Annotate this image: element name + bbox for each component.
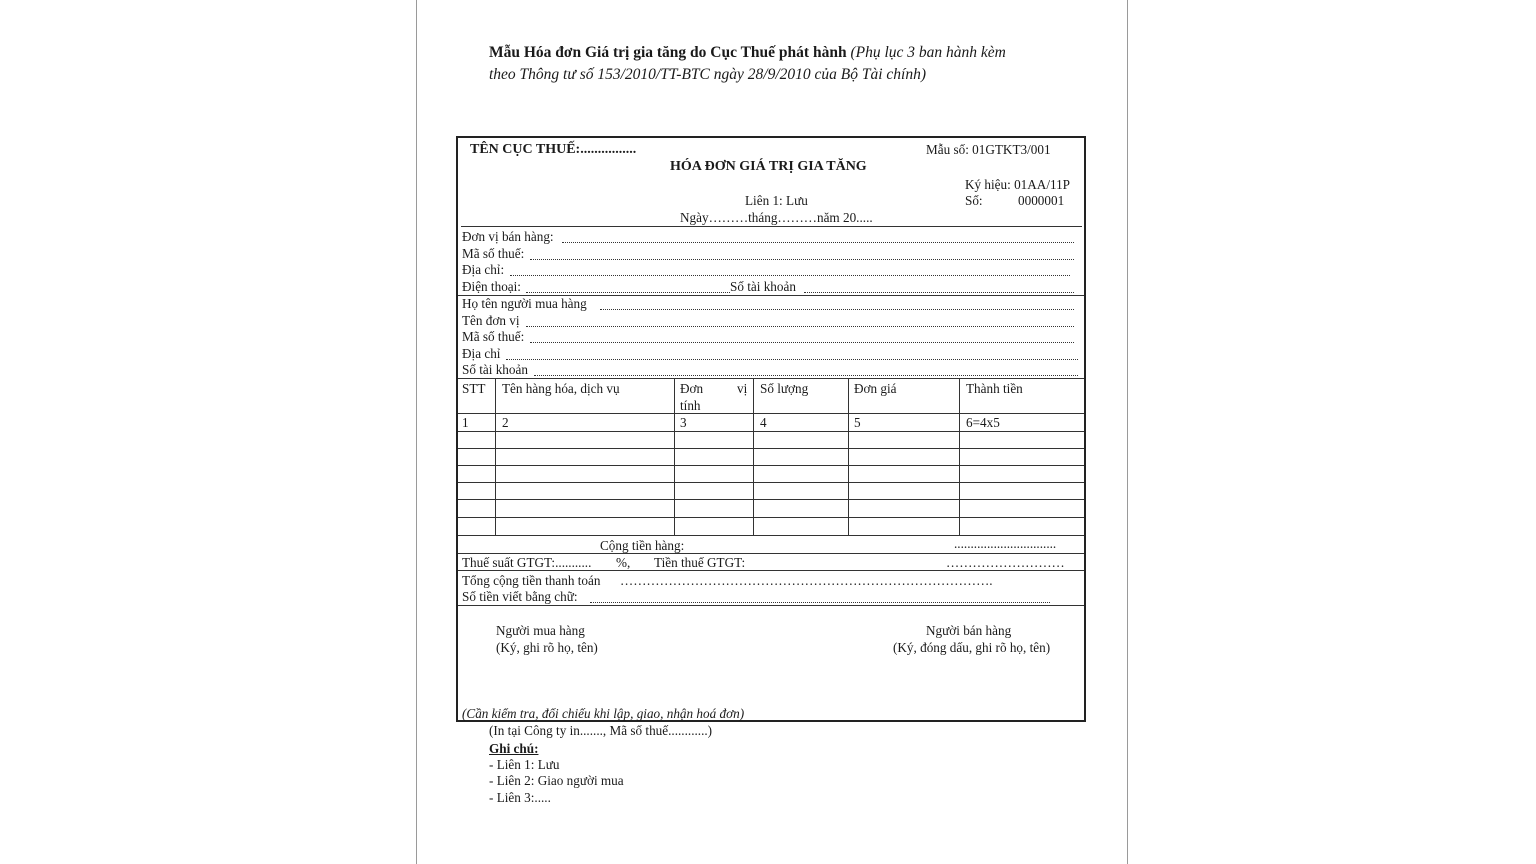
heading-title: Mẫu Hóa đơn Giá trị gia tăng do Cục Thuế phát hành [489,44,847,61]
form-number: Mẫu số: 01GTKT3/001 [926,142,1051,157]
divider-header [461,226,1082,227]
table-row-line [458,465,1084,466]
invoice-number-label: Số: [965,193,983,208]
table-row-line [458,517,1084,518]
heading-ref-1: (Phụ lục 3 ban hành kèm [850,44,1006,61]
agency-label: TÊN CỤC THUẾ:................ [470,142,637,157]
in-words-label: Số tiền viết bằng chữ: [462,589,578,604]
buyer-signature-note: (Ký, ghi rõ họ, tên) [496,640,598,655]
invoice-number: 0000001 [1018,193,1065,208]
buyer-signature-title: Người mua hàng [496,623,585,638]
header-unit-3: tính [680,398,701,413]
seller-unit-dots [562,232,1074,243]
header-unit-2: vị [737,381,748,396]
index-4: 4 [760,415,767,430]
table-row-line [458,482,1084,483]
buyer-tax-label: Mã số thuế: [462,329,525,344]
seller-address-dots [510,265,1070,276]
buyer-account-label: Số tài khoản [462,362,528,377]
index-6: 6=4x5 [966,415,1000,430]
table-top [458,378,1084,379]
divider-totals [458,605,1084,606]
notes-title: Ghi chú: [489,741,539,756]
index-2: 2 [502,415,509,430]
index-3: 3 [680,415,687,430]
header-item: Tên hàng hóa, dịch vụ [502,381,620,396]
note-item: - Liên 1: Lưu [489,757,560,772]
divider-subtotal [458,553,1084,554]
buyer-tax-dots [530,332,1074,343]
printed-by: (In tại Công ty in......., Mã số thuế............) [489,723,713,738]
note-item: - Liên 2: Giao người mua [489,773,624,788]
col-divider [753,378,754,535]
table-row-line [458,431,1084,432]
seller-account-dots [804,282,1074,293]
col-divider [848,378,849,535]
buyer-address-label: Địa chỉ [462,346,501,361]
copy-label: Liên 1: Lưu [745,193,808,208]
header-price: Đơn giá [854,381,897,396]
seller-tax-dots [530,249,1074,260]
note-item: - Liên 3:..... [489,790,551,805]
page-edge-left [416,0,417,864]
seller-unit-label: Đơn vị bán hàng: [462,229,554,244]
seller-phone-dots [526,282,730,293]
vat-percent: %, [616,555,631,570]
subtotal-label: Cộng tiền hàng: [600,538,685,553]
grand-total-dots: …………………………………………………………………………. [620,573,993,588]
col-divider [674,378,675,535]
document-heading [489,42,1089,86]
col-divider [959,378,960,535]
header-unit-1: Đơn [680,381,704,396]
buyer-address-dots [506,349,1078,360]
index-1: 1 [462,415,469,430]
table-header-bottom [458,413,1084,414]
invoice-title: HÓA ĐƠN GIÁ TRỊ GIA TĂNG [670,159,867,174]
seller-account-label: Số tài khoản [730,279,796,294]
seller-signature-note: (Ký, đóng dấu, ghi rõ họ, tên) [893,640,1051,655]
heading-ref-2: theo Thông tư số 153/2010/TT-BTC ngày 28/9/2010 của Bộ Tài chính) [489,66,927,83]
page-edge-right [1127,0,1128,864]
vat-amount-dots: ……………………… [946,555,1065,570]
in-words-dots [590,592,1050,603]
header-amount: Thành tiền [966,381,1023,396]
date-line: Ngày………tháng………năm 20..... [680,210,873,225]
vat-rate-label: Thuế suất GTGT:........... [462,555,592,570]
buyer-name-label: Họ tên người mua hàng [462,296,587,311]
header-stt: STT [462,381,486,396]
index-5: 5 [854,415,861,430]
seller-address-label: Địa chỉ: [462,262,505,277]
divider-vat [458,570,1084,571]
table-row-line [458,499,1084,500]
buyer-unit-label: Tên đơn vị [462,313,520,328]
invoice-symbol: Ký hiệu: 01AA/11P [965,177,1071,192]
vat-amount-label: Tiền thuế GTGT: [654,555,746,570]
header-qty: Số lượng [760,381,809,396]
seller-phone-label: Điện thoại: [462,279,521,294]
check-note: (Cần kiểm tra, đối chiếu khi lập, giao, nhận hoá đơn) [462,706,745,721]
grand-total-label: Tổng cộng tiền thanh toán [462,573,601,588]
invoice-form [456,136,1086,722]
col-divider [495,378,496,535]
subtotal-dots: ............................... [954,536,1057,551]
buyer-account-dots [534,365,1078,376]
buyer-name-dots [600,299,1074,310]
seller-signature-title: Người bán hàng [926,623,1012,638]
buyer-unit-dots [526,316,1074,327]
seller-tax-label: Mã số thuế: [462,246,525,261]
table-row-line [458,448,1084,449]
